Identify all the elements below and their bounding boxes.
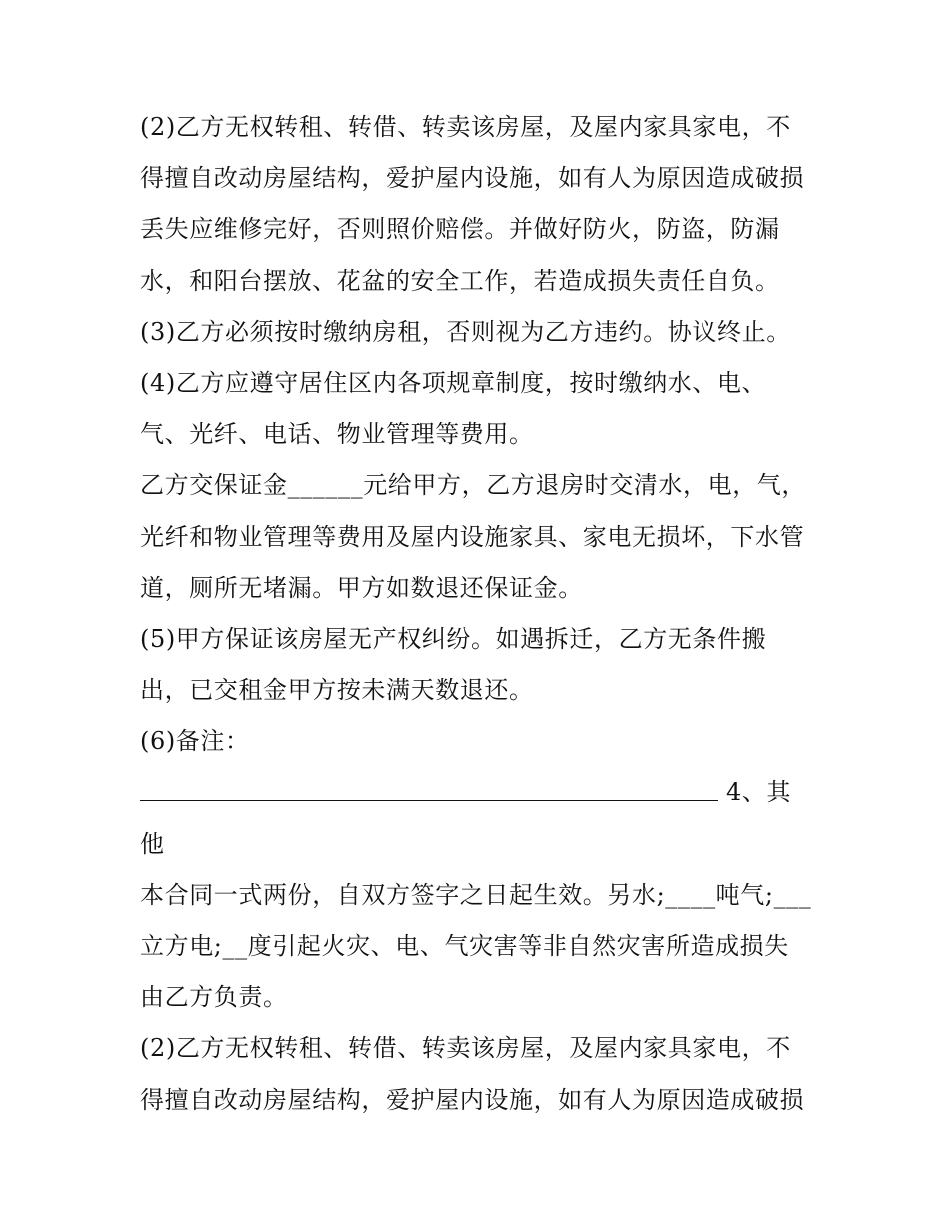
text-line: 出，已交租金甲方按未满天数退还。: [140, 676, 534, 705]
text-line: (4)乙方应遵守居住区内各项规章制度，按时缴纳水、电、: [140, 368, 767, 397]
text-line: 道，厕所无堵漏。甲方如数退还保证金。: [140, 573, 583, 602]
text-line: 乙方交保证金______元给甲方，乙方退房时交清水，电，气，: [140, 471, 806, 500]
remark-blank-line: [140, 767, 820, 818]
text-line: (5)甲方保证该房屋无产权纠纷。如遇拆迁，乙方无条件搬: [140, 624, 767, 653]
text-line: (2)乙方无权转租、转借、转卖该房屋，及屋内家具家电，不: [140, 1034, 791, 1063]
text-line: (3)乙方必须按时缴纳房租，否则视为乙方违约。协议终止。: [140, 317, 791, 346]
text-line: 气、光纤、电话、物业管理等费用。: [140, 420, 534, 449]
remark-underline: [140, 786, 718, 801]
document-body: [140, 102, 820, 1126]
text-line: 他: [140, 829, 165, 858]
text-line: 立方电;__度引起火灾、电、气灾害等非自然灾害所造成损失: [140, 932, 789, 960]
text-line: 光纤和物业管理等费用及屋内设施家具、家电无损坏，下水管: [140, 522, 805, 551]
section-4-heading: 4、其: [726, 778, 792, 807]
text-line: 丢失应维修完好，否则照价赔偿。并做好防火，防盗，防漏: [140, 215, 780, 244]
text-line: (2)乙方无权转租、转借、转卖该房屋，及屋内家具家电，不: [140, 113, 791, 141]
text-line: 本合同一式两份，自双方签字之日起生效。另水;____吨气;___: [140, 880, 812, 909]
text-line: (6)备注：: [140, 727, 250, 756]
text-line: 由乙方负责。: [140, 983, 288, 1012]
text-line: 得擅自改动房屋结构，爱护屋内设施，如有人为原因造成破损: [140, 164, 805, 193]
text-line: 得擅自改动房屋结构，爱护屋内设施，如有人为原因造成破损: [140, 1085, 805, 1114]
text-line: 水，和阳台摆放、花盆的安全工作，若造成损失责任自负。: [140, 266, 780, 295]
